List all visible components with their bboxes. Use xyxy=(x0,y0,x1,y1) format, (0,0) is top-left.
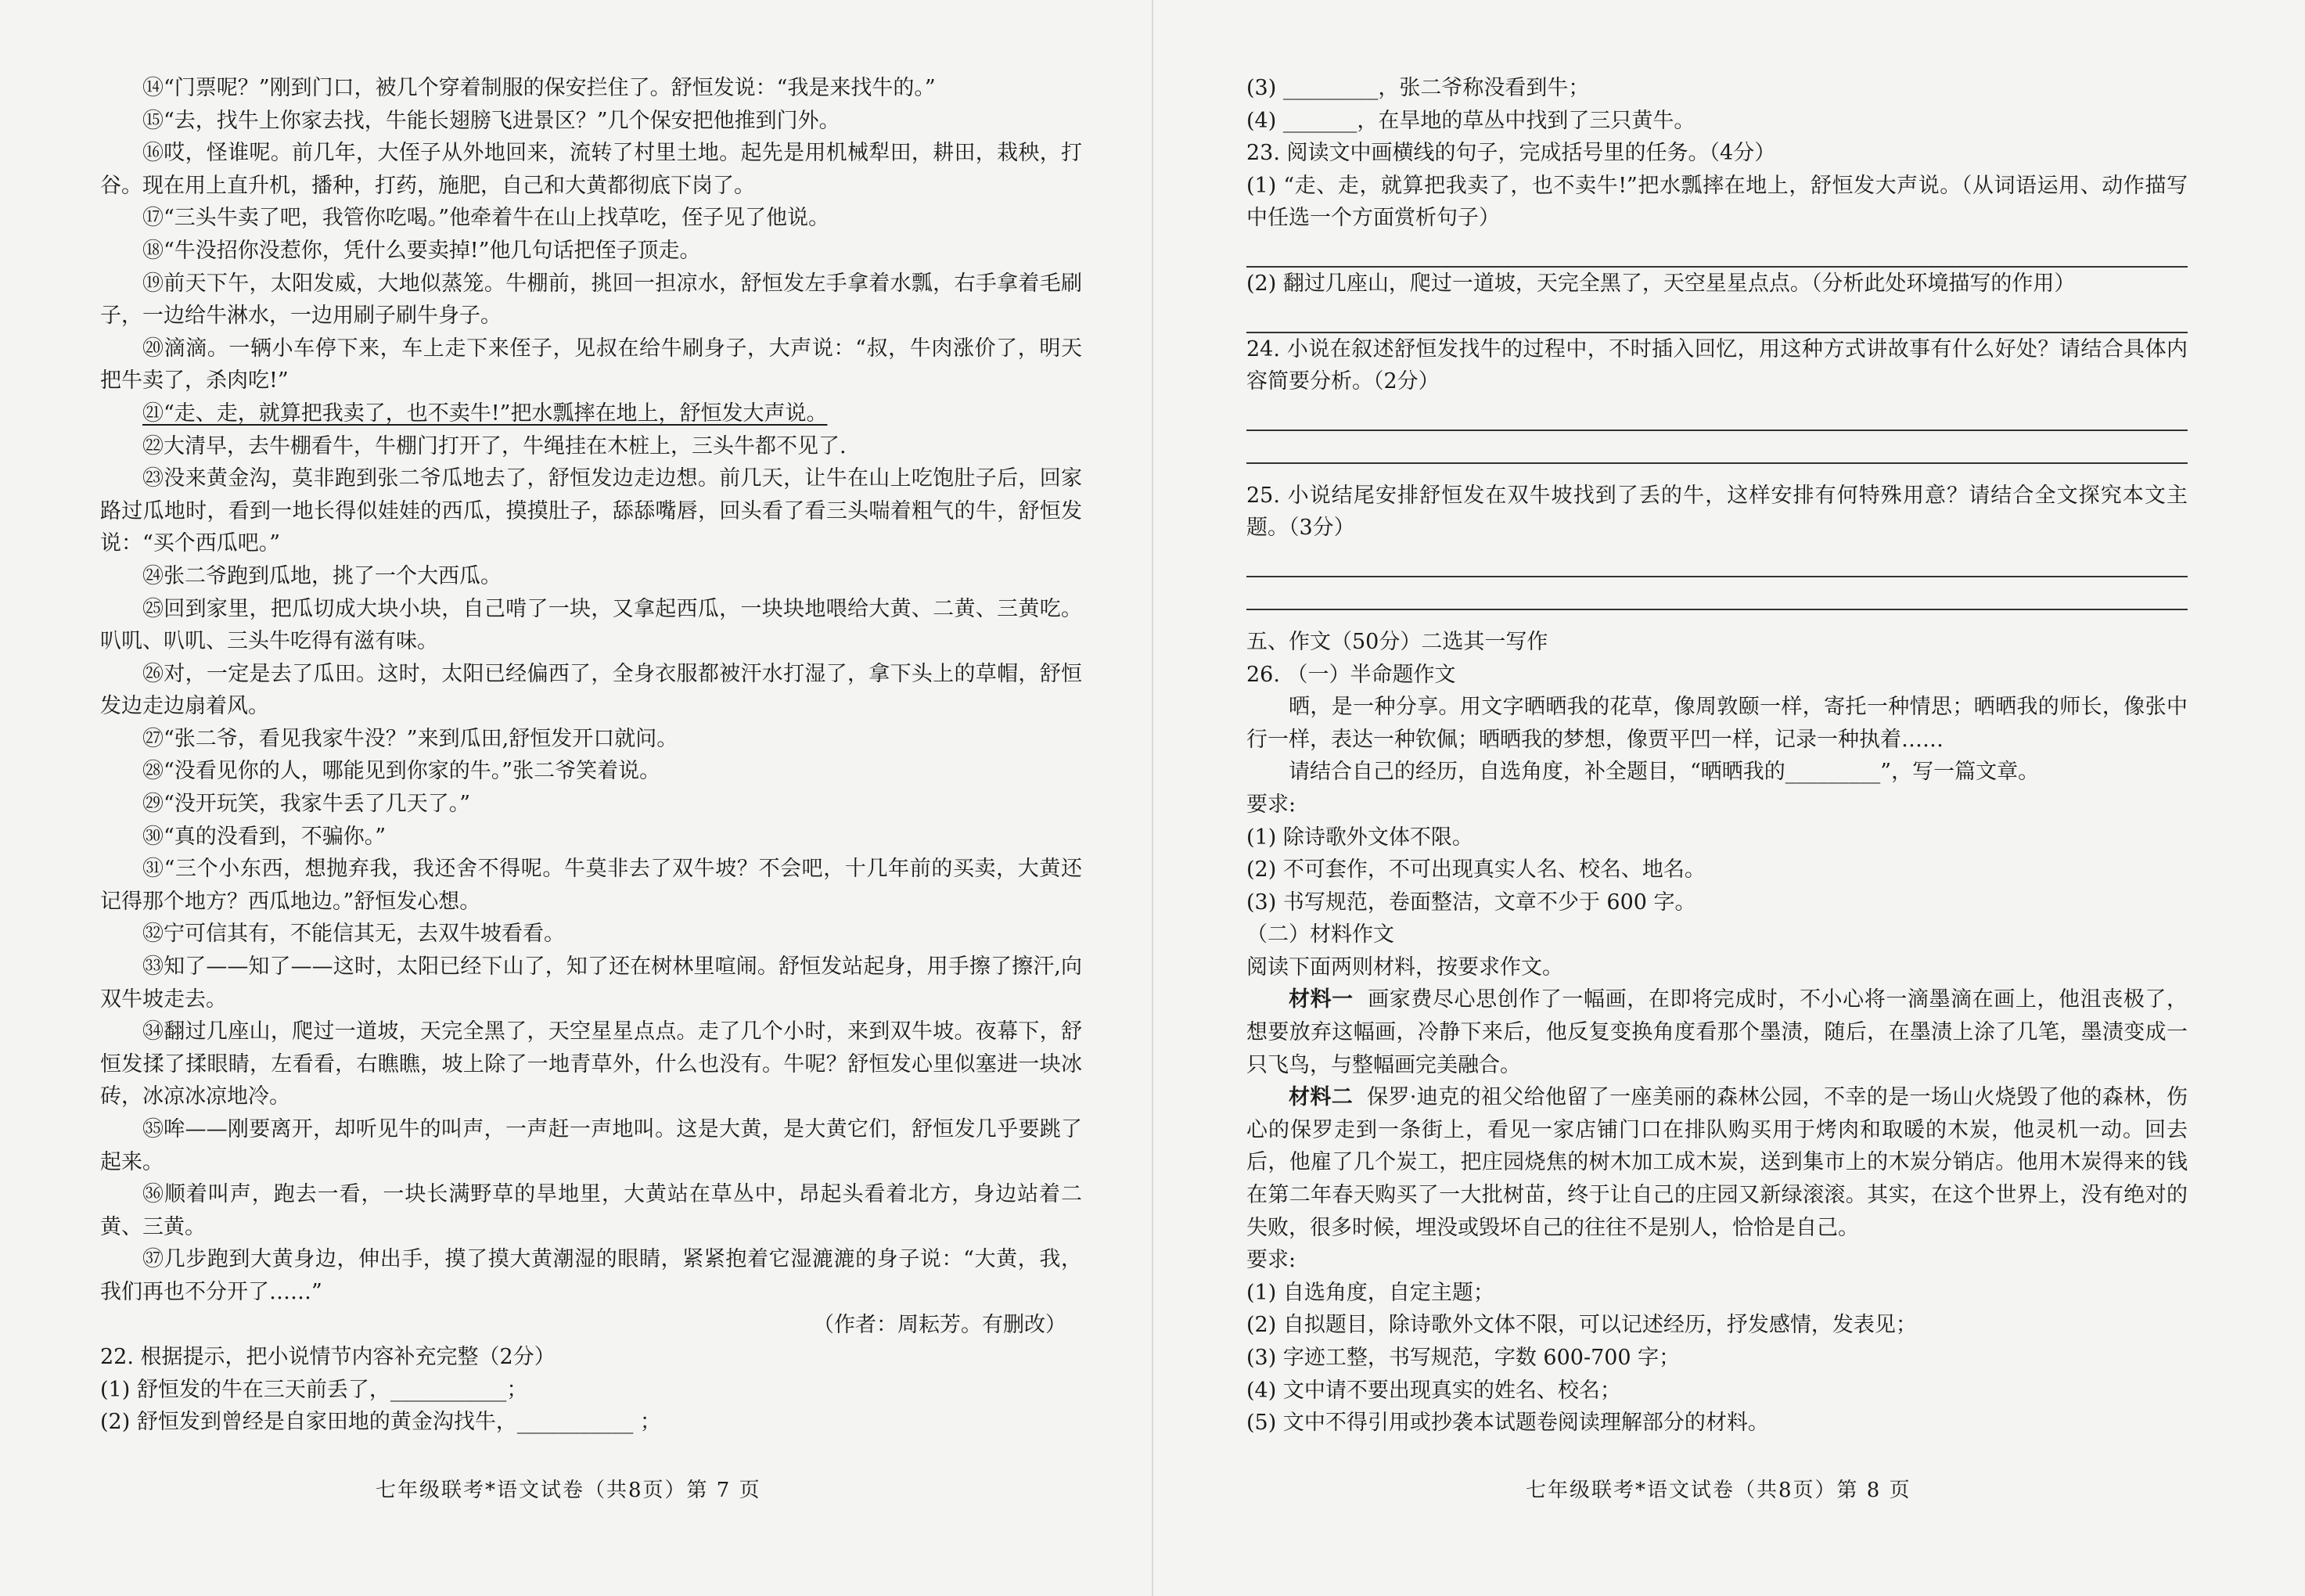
material-2-text: 保罗·迪克的祖父给他留了一座美丽的森林公园，不幸的是一场山火烧毁了他的森林，伤心的保罗走到一条街上，看见一家店铺门口在排队购买用于烤肉和取暖的木炭，他灵机一动。回去后，他雇了几个炭工，把庄园烧焦的树木加工成木炭，送到集市上的木炭分销店。他用木炭得来的钱在第二年春天购买了一大批树苗，终于让自己的庄园又新绿滚滚。其实，在这个世界上，没有绝对的失败，很多时候，埋没或毁坏自己的往往不是别人，恰恰是自己。 xyxy=(1246,1085,2188,1240)
question-23-item-2: (2) 翻过几座山，爬过一道坡，天完全黑了，天空星星点点。（分析此处环境描写的作用） xyxy=(1246,271,2076,296)
essay-prompt-2: 请结合自己的经历，自选角度，补全题目，“晒晒我的_________”，写一篇文章。 xyxy=(1289,760,2040,785)
paragraph-36: ㊱顺着叫声，跑去一看，一块长满野草的旱地里，大黄站在草丛中，昂起头看着北方，身边站着二黄、三黄。 xyxy=(100,1182,1082,1239)
question-26-title: 26. （一）半命题作文 xyxy=(1246,662,1456,687)
paragraph-27: ㉗“张二爷，看见我家牛没？”来到瓜田,舒恒发开口就问。 xyxy=(142,726,678,751)
requirements-label: 要求: xyxy=(1246,792,1296,817)
paragraph-29: ㉙“没开玩笑，我家牛丢了几天了。” xyxy=(142,792,471,817)
requirement-item: (4) 文中请不要出现真实的姓名、校名； xyxy=(1246,1378,1621,1403)
author-credit: （作者：周耘芳。有删改） xyxy=(813,1312,1066,1337)
question-23-item-1: (1) “走、走，就算把我卖了，也不卖牛!”把水瓢摔在地上，舒恒发大声说。（从词语运用、动作描写中任选一个方面赏析句子） xyxy=(1246,173,2188,231)
answer-line[interactable] xyxy=(1246,431,2188,464)
paragraph-18: ⑱“牛没招你没惹你，凭什么要卖掉!”他几句话把侄子顶走。 xyxy=(142,238,701,263)
question-22-item-2[interactable]: (2) 舒恒发到曾经是自家田地的黄金沟找牛，___________ ； xyxy=(100,1410,661,1435)
part-2-title: （二）材料作文 xyxy=(1246,922,1394,947)
paragraph-28: ㉘“没看见你的人，哪能见到你家的牛。”张二爷笑着说。 xyxy=(142,759,661,784)
material-1-text: 画家费尽心思创作了一幅画，在即将完成时，不小心将一滴墨滴在画上，他沮丧极了，想要放弃这幅画，冷静下来后，他反复变换角度看那个墨渍，随后，在墨渍上涂了几笔，墨渍变成一只飞鸟，与整幅画完美融合。 xyxy=(1246,987,2188,1077)
requirements-label: 要求: xyxy=(1246,1248,1296,1273)
paragraph-24: ㉔张二爷跑到瓜地，挑了一个大西瓜。 xyxy=(142,563,502,588)
paragraph-33: ㉝知了——知了——这时，太阳已经下山了，知了还在树林里喧闹。舒恒发站起身，用手擦了擦汗,向双牛坡走去。 xyxy=(100,954,1082,1012)
material-1 xyxy=(1246,983,2188,1081)
question-22-item-1[interactable]: (1) 舒恒发的牛在三天前丢了，___________； xyxy=(100,1377,528,1402)
paragraph-19: ⑲前天下午，太阳发威，大地似蒸笼。牛棚前，挑回一担凉水，舒恒发左手拿着水瓢，右手拿着毛刷子，一边给牛淋水，一边用刷子刷牛身子。 xyxy=(100,271,1082,329)
page-left xyxy=(0,0,1152,1596)
paragraph-14: ⑭“门票呢？”刚到门口，被几个穿着制服的保安拦住了。舒恒发说：“我是来找牛的。” xyxy=(142,76,936,100)
paragraph-35: ㉟哞——刚要离开，却听见牛的叫声，一声赶一声地叫。这是大黄，是大黄它们，舒恒发几乎要跳了起来。 xyxy=(100,1117,1082,1174)
paragraph-26: ㉖对，一定是去了瓜田。这时，太阳已经偏西了，全身衣服都被汗水打湿了，拿下头上的草帽，舒恒发边走边扇着风。 xyxy=(100,661,1082,719)
requirement-item: (3) 字迹工整，书写规范，字数 600-700 字； xyxy=(1246,1346,1681,1370)
question-22-item-3[interactable]: (3) _________，张二爷称没看到牛； xyxy=(1246,76,1590,100)
requirement-item: (1) 自选角度，自定主题； xyxy=(1246,1280,1494,1305)
answer-line[interactable] xyxy=(1246,235,2188,268)
paragraph-17: ⑰“三头牛卖了吧，我管你吃喝。”他牵着牛在山上找草吃，侄子见了他说。 xyxy=(142,206,830,231)
requirement-item: (1) 除诗歌外文体不限。 xyxy=(1246,825,1473,850)
page-right xyxy=(1152,0,2305,1596)
question-22-title: 22. 根据提示，把小说情节内容补充完整（2分） xyxy=(100,1345,556,1370)
material-1-label: 材料一 xyxy=(1289,987,1354,1012)
paragraph-16: ⑯哎，怪谁呢。前几年，大侄子从外地回来，流转了村里土地。起先是用机械犁田，耕田，栽秧，打谷。现在用上直升机，播种，打药，施肥，自己和大黄都彻底下岗了。 xyxy=(100,141,1082,198)
section-5-title: 五、作文（50分）二选其一写作 xyxy=(1246,629,1548,654)
paragraph-15: ⑮“去，找牛上你家去找，牛能长翅膀飞进景区？”几个保安把他推到门外。 xyxy=(142,108,840,133)
question-22-item-4[interactable]: (4) _______，在旱地的草丛中找到了三只黄牛。 xyxy=(1246,108,1695,133)
material-2 xyxy=(1246,1081,2188,1244)
paragraph-31: ㉛“三个小东西，想抛弃我，我还舍不得呢。牛莫非去了双牛坡？不会吧，十几年前的买卖，大黄还记得那个地方？西瓜地边。”舒恒发心想。 xyxy=(100,857,1082,914)
paragraph-23: ㉓没来黄金沟，莫非跑到张二爷瓜地去了，舒恒发边走边想。前几天，让牛在山上吃饱肚子后，回家路过瓜地时，看到一地长得似娃娃的西瓜，摸摸肚子，舔舔嘴唇，回头看了看三头喘着粗气的牛，舒恒发说：“买个西瓜吧。” xyxy=(100,466,1082,556)
paragraph-30: ㉚“真的没看到，不骗你。” xyxy=(142,824,387,849)
answer-line[interactable] xyxy=(1246,300,2188,333)
paragraph-20: ⑳滴滴。一辆小车停下来，车上走下来侄子，见叔在给牛刷身子，大声说：“叔，牛肉涨价了，明天把牛卖了，杀肉吃!” xyxy=(100,336,1082,394)
question-23-title: 23. 阅读文中画横线的句子，完成括号里的任务。（4分） xyxy=(1246,141,1776,166)
answer-line[interactable] xyxy=(1246,398,2188,431)
paragraph-34: ㉞翻过几座山，爬过一道坡，天完全黑了，天空星星点点。走了几个小时，来到双牛坡。夜幕下，舒恒发揉了揉眼睛，左看看，右瞧瞧，坡上除了一地青草外，什么也没有。牛呢？舒恒发心里似塞进一块冰砖，冰凉冰凉地冷。 xyxy=(100,1019,1082,1109)
paragraph-37: ㊲几步跑到大黄身边，伸出手，摸了摸大黄潮湿的眼睛，紧紧抱着它湿漉漉的身子说：“大黄，我，我们再也不分开了……” xyxy=(100,1247,1082,1304)
requirement-item: (2) 不可套作，不可出现真实人名、校名、地名。 xyxy=(1246,857,1706,882)
answer-line[interactable] xyxy=(1246,577,2188,610)
question-25: 25. 小说结尾安排舒恒发在双牛坡找到了丢的牛，这样安排有何特殊用意？请结合全文探究本文主题。（3分） xyxy=(1246,483,2188,541)
page-footer-left: 七年级联考*语文试卷（共8页）第 7 页 xyxy=(376,1479,761,1502)
part-2-intro: 阅读下面两则材料，按要求作文。 xyxy=(1246,954,1563,980)
essay-prompt-1: 晒，是一种分享。用文字晒晒我的花草，像周敦颐一样，寄托一种情思；晒晒我的师长，像张中行一样，表达一种钦佩；晒晒我的梦想，像贾平凹一样，记录一种执着…… xyxy=(1246,695,2188,752)
paragraph-22: ㉒大清早，去牛棚看牛，牛棚门打开了，牛绳挂在木桩上，三头牛都不见了. xyxy=(142,433,847,458)
requirement-item: (3) 书写规范，卷面整洁，文章不少于 600 字。 xyxy=(1246,890,1696,915)
material-2-label: 材料二 xyxy=(1289,1085,1354,1110)
answer-line[interactable] xyxy=(1246,545,2188,577)
requirement-item: (2) 自拟题目，除诗歌外文体不限，可以记述经历，抒发感情，发表见； xyxy=(1246,1313,1917,1338)
paragraph-32: ㉜宁可信其有，不能信其无，去双牛坡看看。 xyxy=(142,922,565,947)
paragraph-25: ㉕回到家里，把瓜切成大块小块，自己啃了一块，又拿起西瓜，一块块地喂给大黄、二黄、三黄吃。叭叽、叭叽、三头牛吃得有滋有味。 xyxy=(100,596,1082,654)
page-footer-right: 七年级联考*语文试卷（共8页）第 8 页 xyxy=(1526,1479,1911,1502)
paragraph-21-underlined: ㉑“走、走，就算把我卖了，也不卖牛!”把水瓢摔在地上，舒恒发大声说。 xyxy=(142,401,828,426)
question-24: 24. 小说在叙述舒恒发找牛的过程中，不时插入回忆，用这种方式讲故事有什么好处？请结合具体内容简要分析。（2分） xyxy=(1246,336,2188,394)
requirement-item: (5) 文中不得引用或抄袭本试题卷阅读理解部分的材料。 xyxy=(1246,1411,1769,1436)
